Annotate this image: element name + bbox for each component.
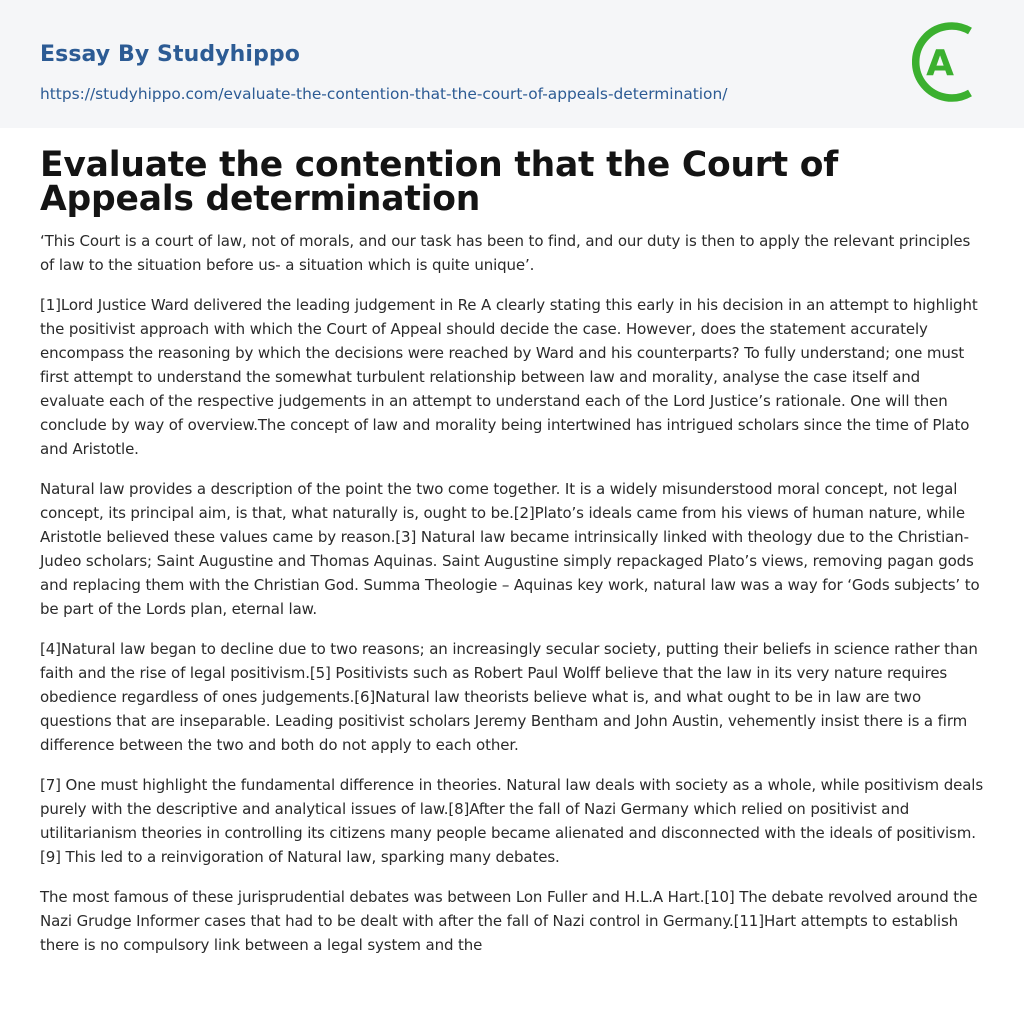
article-url-link[interactable]: https://studyhippo.com/evaluate-the-contention-that-the-court-of-appeals-determination/ bbox=[40, 85, 728, 103]
essay-paragraph: ‘This Court is a court of law, not of morals, and our task has been to find, and our duty is then to apply the relevant principles of law to the situation before us- a situation which is quite unique’. bbox=[40, 232, 971, 274]
page-title: Evaluate the contention that the Court of Appeals determination bbox=[40, 145, 839, 219]
essay-paragraph: Natural law provides a description of the point the two come together. It is a widely misunderstood moral concept, not legal concept, its principal aim, is that, what naturally is, ought to be.[2]Plato’s ideals came from his views of human nature, while Aristotle believed these values came by reason.[3] Natural law became intrinsically linked with theology due to the Christian- Judeo scholars; Saint Augustine and Thomas Aquinas. Saint Augustine simply repackaged Plato’s views, removing pagan gods and replacing them with the Christian God. Summa Theologie – Aquinas key work, natural law was a way for ‘Gods subjects’ to be part of the Lords plan, eternal law. bbox=[40, 480, 980, 618]
logo-letter: A bbox=[926, 43, 954, 84]
site-title[interactable]: Essay By Studyhippo bbox=[40, 42, 300, 67]
essay-paragraph: [1]Lord Justice Ward delivered the leading judgement in Re A clearly stating this early in his decision in an attempt to highlight the positivist approach with which the Court of Appeal should decide the case. However, does the statement accurately encompass the reasoning by which the decisions were reached by Ward and his counterparts? To fully understand; one must first attempt to understand the somewhat turbulent relationship between law and morality, analyse the case itself and evaluate each of the respective judgements in an attempt to understand each of the Lord Justice’s rationale. One will then conclude by way of overview.The concept of law and morality being intertwined has intrigued scholars since the time of Plato and Aristotle. bbox=[40, 296, 978, 458]
essay-paragraph: The most famous of these jurisprudential debates was between Lon Fuller and H.L.A Hart.[10] The debate revolved around the Nazi Grudge Informer cases that had to be dealt with after the fall of Nazi control in Germany.[11]Hart attempts to establish there is no compulsory link between a legal system and the bbox=[40, 888, 978, 954]
page-header bbox=[0, 0, 1024, 128]
studyhippo-logo-icon[interactable] bbox=[912, 18, 988, 106]
essay-paragraph: [7] One must highlight the fundamental difference in theories. Natural law deals with society as a whole, while positivism deals purely with the descriptive and analytical issues of law.[8]After the fall of Nazi Germany which relied on positivist and utilitarianism theories in controlling its citizens many people became alienated and disconnected with the ideals of positivism.[9] This led to a reinvigoration of Natural law, sparking many debates. bbox=[40, 776, 984, 866]
essay-body bbox=[40, 229, 988, 973]
essay-paragraph: [4]Natural law began to decline due to two reasons; an increasingly secular society, putting their beliefs in science rather than faith and the rise of legal positivism.[5] Positivists such as Robert Paul Wolff believe that the law in its very nature requires obedience regardless of ones judgements.[6]Natural law theorists believe what is, and what ought to be in law are two questions that are inseparable. Leading positivist scholars Jeremy Bentham and John Austin, vehemently insist there is a firm difference between the two and both do not apply to each other. bbox=[40, 640, 978, 754]
